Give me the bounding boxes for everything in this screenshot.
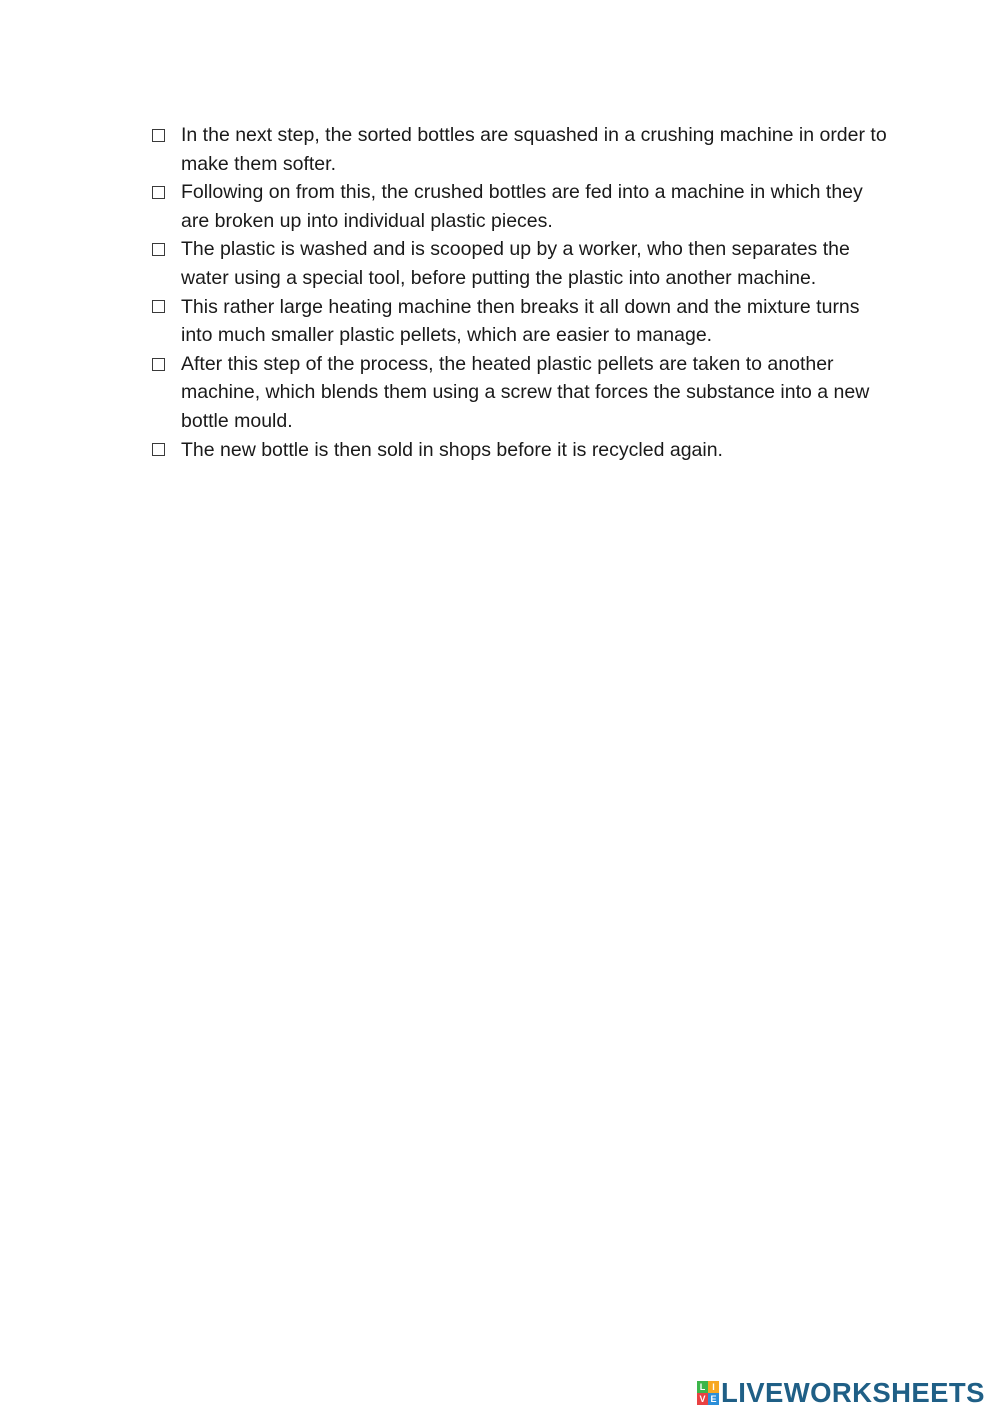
logo-letter: V: [697, 1393, 708, 1405]
logo-letter: I: [708, 1381, 719, 1393]
liveworksheets-logo-icon: [697, 1381, 719, 1405]
checklist-item: [148, 178, 888, 235]
checklist-item: [148, 293, 888, 350]
checkbox-icon[interactable]: [152, 358, 165, 371]
checkbox-icon[interactable]: [152, 129, 165, 142]
step-text: After this step of the process, the heated plastic pellets are taken to another machine, which blends them using a screw that forces the substance into a new bottle mould.: [181, 352, 870, 432]
checklist-item: [148, 235, 888, 292]
checklist-item: [148, 350, 888, 436]
step-text: The new bottle is then sold in shops before it is recycled again.: [181, 438, 723, 461]
checkbox-icon[interactable]: [152, 243, 165, 256]
checkbox[interactable]: [148, 121, 181, 150]
checkbox[interactable]: [148, 350, 181, 379]
step-text: This rather large heating machine then breaks it all down and the mixture turns into much smaller plastic pellets, which are easier to manage.: [181, 295, 860, 347]
liveworksheets-brand: [697, 1378, 985, 1408]
recycling-steps-checklist: [148, 121, 888, 464]
checkbox-icon[interactable]: [152, 300, 165, 313]
checkbox[interactable]: [148, 293, 181, 322]
step-text: Following on from this, the crushed bottles are fed into a machine in which they are broken up into individual plastic pieces.: [181, 181, 863, 232]
checkbox[interactable]: [148, 178, 181, 207]
checkbox[interactable]: [148, 235, 181, 264]
logo-letter: L: [697, 1381, 708, 1393]
checklist-item: [148, 436, 888, 465]
checklist-item: [148, 121, 888, 178]
brand-name: LIVEWORKSHEETS: [721, 1377, 985, 1408]
checkbox-icon[interactable]: [152, 443, 165, 456]
checkbox[interactable]: [148, 436, 181, 465]
step-text: In the next step, the sorted bottles are squashed in a crushing machine in order to make them softer.: [181, 124, 887, 175]
checkbox-icon[interactable]: [152, 186, 165, 199]
logo-letter: E: [708, 1393, 719, 1405]
step-text: The plastic is washed and is scooped up by a worker, who then separates the water using a special tool, before putting the plastic into another machine.: [181, 238, 850, 289]
